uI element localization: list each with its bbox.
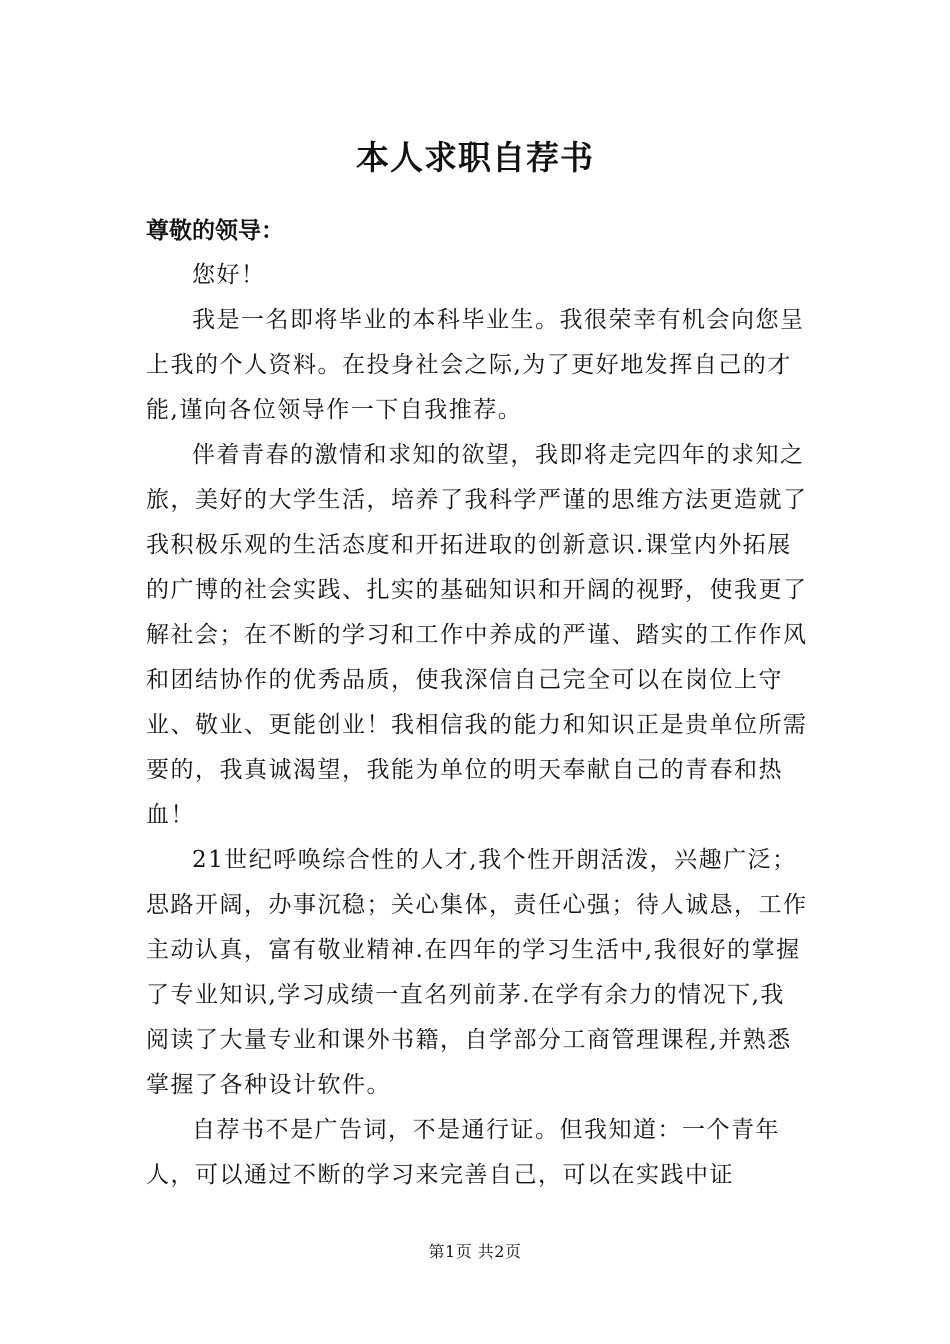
greeting: 您好！ xyxy=(192,262,266,288)
paragraph-intro: 我是一名即将毕业的本科毕业生。我很荣幸有机会向您呈上我的个人资料。在投身社会之际,为了更好地发挥自己的才能,谨向各位领导作一下自我推荐。 xyxy=(146,307,805,423)
page-number-footer: 第1页 共2页 xyxy=(428,1242,522,1261)
paragraph-closing: 自荐书不是广告词，不是通行证。但我知道：一个青年人，可以通过不断的学习来完善自己，可以在实践中证 xyxy=(146,1117,780,1188)
paragraph-personality: 21世纪呼唤综合性的人才,我个性开朗活泼，兴趣广泛；思路开阔，办事沉稳；关心集体，责任心强；待人诚恳，工作主动认真，富有敬业精神.在四年的学习生活中,我很好的掌握了专业知识,学习成绩一直名列前茅.在学有余力的情况下,我阅读了大量专业和课外书籍，自学部分工商管理课程,并熟悉掌握了各种设计软件。 xyxy=(146,847,808,1098)
salutation: 尊敬的领导： xyxy=(146,217,284,244)
letter-body xyxy=(146,208,808,1198)
document-title: 本人求职自荐书 xyxy=(356,138,594,177)
paragraph-education: 伴着青春的激情和求知的欲望，我即将走完四年的求知之旅，美好的大学生活，培养了我科学严谨的思维方法更造就了我积极乐观的生活态度和开拓进取的创新意识.课堂内外拓展的广博的社会实践、扎实的基础知识和开阔的视野，使我更了解社会；在不断的学习和工作中养成的严谨、踏实的工作作风和团结协作的优秀品质，使我深信自己完全可以在岗位上守业、敬业、更能创业！我相信我的能力和知识正是贵单位所需要的，我真诚渴望，我能为单位的明天奉献自己的青春和热血！ xyxy=(146,442,808,828)
